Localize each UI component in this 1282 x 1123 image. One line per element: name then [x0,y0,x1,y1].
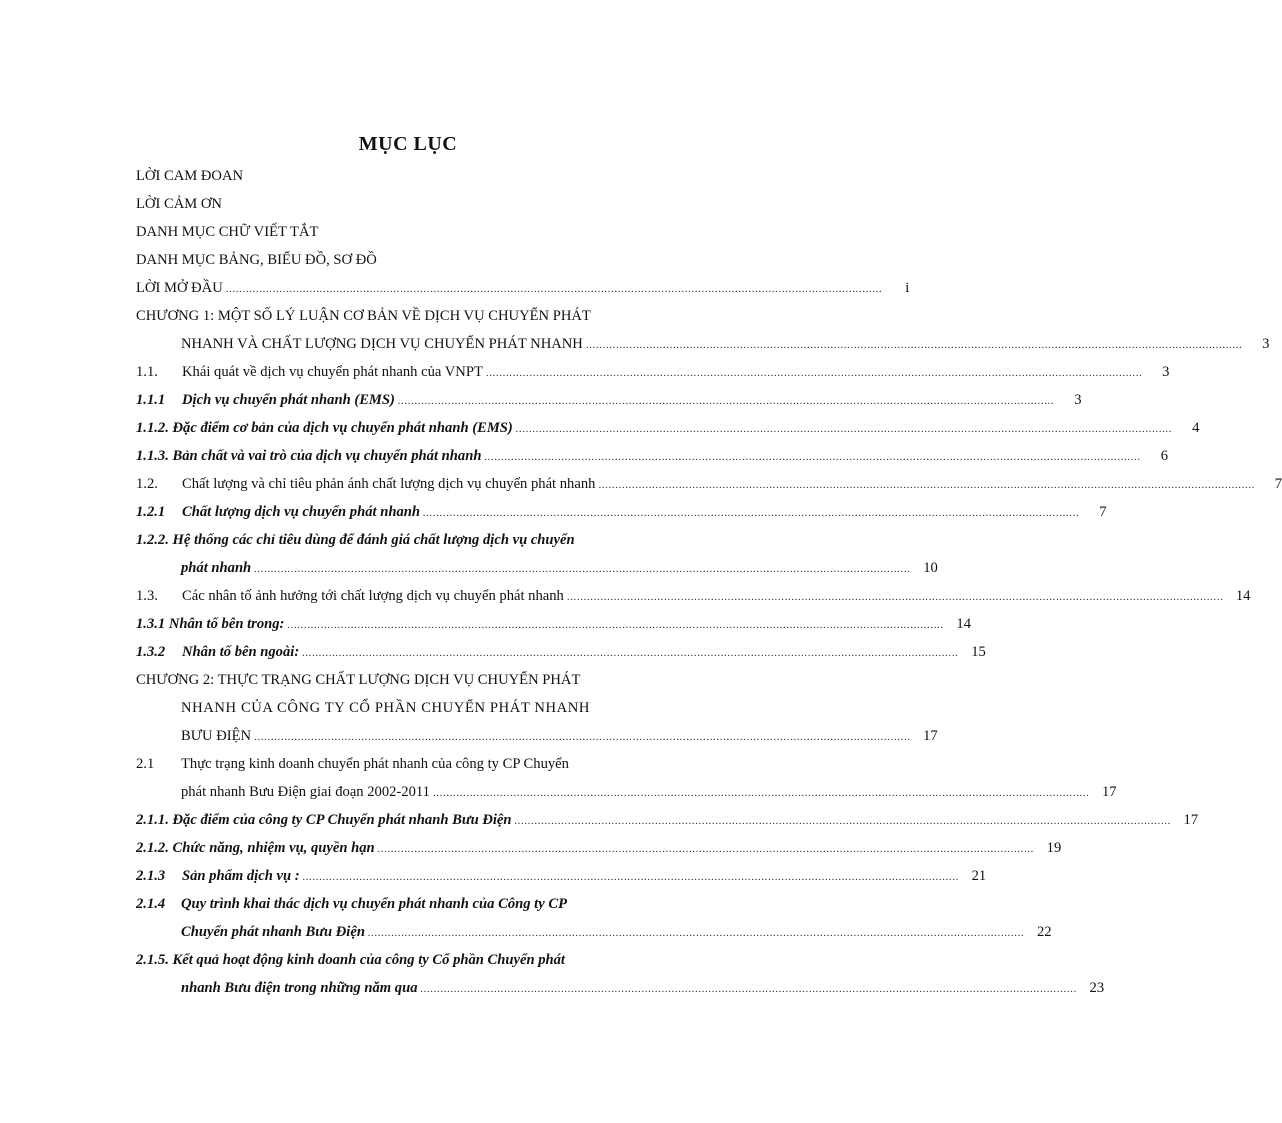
page-number: 15 [971,644,986,660]
entry-label: Chất lượng dịch vụ chuyển phát nhanh [182,504,420,520]
toc-entry-2-1-1 [136,810,1199,830]
toc-entry-1-3-2 [136,642,986,662]
entry-label: 2.1.1. Đặc điểm của công ty CP Chuyển phát nhanh Bưu Điện [136,812,512,828]
toc-entry-1-1-1 [136,390,1082,410]
entry-label: Dịch vụ chuyển phát nhanh (EMS) [182,392,395,408]
toc-entry-abbreviations: DANH MỤC CHỮ VIẾT TẮT [136,224,319,240]
page-number: 22 [1036,924,1052,940]
entry-label: Sản phẩm dịch vụ : [182,868,300,884]
toc-entry-1-3 [136,586,1251,606]
entry-label: Khái quát về dịch vụ chuyển phát nhanh của VNPT [182,364,483,380]
page-number: 17 [1183,812,1199,828]
toc-entry-2-1-5-line1: 2.1.5. Kết quả hoạt động kinh doanh của công ty Cổ phần Chuyển phát [136,952,565,968]
page-number: 3 [1162,364,1170,380]
chapter-2-heading-line1: CHƯƠNG 2: THỰC TRẠNG CHẤT LƯỢNG DỊCH VỤ CHUYỂN PHÁT [136,672,581,688]
chapter-2-heading-line3: BƯU ĐIỆN .................................................................................................................................................................................................... 17 [181,728,938,744]
entry-label: 2.1.2. Chức năng, nhiệm vụ, quyền hạn [136,840,375,856]
toc-entry-2-1-2 [136,838,1062,858]
entry-label: LỜI MỞ ĐẦU [136,280,223,296]
section-number: 2.1 [136,756,155,772]
dot-leader: .................................................................................................................................................................................................... [254,731,911,743]
chapter-1-heading-line2: NHANH VÀ CHẤT LƯỢNG DỊCH VỤ CHUYỂN PHÁT NHANH .................................................................................................................................................................................................... 3 [181,336,1270,352]
dot-leader: .................................................................................................................................................................................................... [287,619,945,631]
chapter-2-heading-line2: NHANH CỦA CÔNG TY CỔ PHẦN CHUYỂN PHÁT NHANH [181,700,591,716]
dot-leader: .................................................................................................................................................................................................... [585,339,1243,351]
dot-leader: .................................................................................................................................................................................................... [422,507,1080,519]
page-number: 3 [1074,392,1082,408]
dot-leader: .................................................................................................................................................................................................... [397,395,1055,407]
toc-entry-2-1-line2: phát nhanh Bưu Điện giai đoạn 2002-2011 .................................................................................................................................................................................................... 17 [181,784,1117,800]
toc-entry-loi-mo-dau [136,278,910,298]
toc-entry-2-1-line1: 2.1 Thực trạng kinh doanh chuyển phát nhanh của công ty CP Chuyển [136,756,569,772]
toc-entry-loi-cam-doan: LỜI CAM ĐOAN [136,168,244,184]
page-number: 14 [956,616,972,632]
page-number: 10 [923,560,938,576]
page-number: 7 [1099,504,1107,520]
dot-leader: .................................................................................................................................................................................................... [598,479,1256,491]
page-number: 19 [1046,840,1062,856]
chapter-1-heading-line1: CHƯƠNG 1: MỘT SỐ LÝ LUẬN CƠ BẢN VỀ DỊCH VỤ CHUYỂN PHÁT [136,308,591,324]
dot-leader: .................................................................................................................................................................................................... [420,983,1078,995]
section-number: 1.1.1 [136,392,166,408]
toc-entry-1-1-2 [136,418,1200,438]
section-number: 1.3. [136,588,158,604]
toc-entry-1-2-1 [136,502,1107,522]
page-number: 3 [1262,336,1270,352]
section-number: 1.2. [136,476,158,492]
dot-leader: .................................................................................................................................................................................................... [225,283,883,295]
toc-entry-loi-cam-on: LỜI CẢM ƠN [136,196,222,212]
page-title: MỤC LỤC [358,133,458,155]
toc-entry-1-2 [136,474,1282,494]
toc-entry-1-1-3 [136,446,1169,466]
toc-entry-2-1-5-line2: nhanh Bưu điện trong những năm qua .................................................................................................................................................................................................... 23 [181,980,1105,996]
entry-label: 1.3.1 Nhân tố bên trong: [136,616,285,632]
page-number: i [905,280,910,296]
dot-leader: .................................................................................................................................................................................................... [302,871,960,883]
page-number: 7 [1274,476,1282,492]
toc-entry-2-1-4-line1: 2.1.4 Quy trình khai thác dịch vụ chuyển phát nhanh của Công ty CP [136,896,568,912]
page-number: 21 [971,868,987,884]
section-number: 2.1.4 [136,896,166,912]
toc-entry-2-1-3 [136,866,987,886]
toc-entry-1-3-1 [136,614,972,634]
page-number: 6 [1160,448,1169,464]
page-number: 14 [1235,588,1251,604]
dot-leader: .................................................................................................................................................................................................... [302,647,959,659]
section-number: 1.2.1 [136,504,166,520]
dot-leader: .................................................................................................................................................................................................... [377,843,1035,855]
dot-leader: .................................................................................................................................................................................................... [367,927,1025,939]
dot-leader: .................................................................................................................................................................................................... [515,423,1173,435]
toc-entry-figures: DANH MỤC BẢNG, BIỂU ĐỒ, SƠ ĐỒ [136,252,377,268]
dot-leader: .................................................................................................................................................................................................... [485,367,1143,379]
toc-entry-1-2-2-line1: 1.2.2. Hệ thống các chỉ tiêu dùng để đánh giá chất lượng dịch vụ chuyển [136,532,575,548]
dot-leader: .................................................................................................................................................................................................... [484,451,1142,463]
page-number: 17 [1101,784,1117,800]
toc-entry-1-2-2-line2: phát nhanh .................................................................................................................................................................................................... 10 [181,560,938,576]
section-number: 1.3.2 [136,644,166,660]
dot-leader: .................................................................................................................................................................................................... [254,563,911,575]
entry-label: Nhân tố bên ngoài: [182,644,300,660]
dot-leader: .................................................................................................................................................................................................... [566,591,1224,603]
section-number: 2.1.3 [136,868,166,884]
entry-label: 1.1.3. Bản chất và vai trò của dịch vụ chuyển phát nhanh [136,448,482,464]
toc-entry-1-1 [136,362,1170,382]
entry-label: 1.1.2. Đặc điểm cơ bản của dịch vụ chuyển phát nhanh (EMS) [136,420,513,436]
entry-label: Chất lượng và chỉ tiêu phản ánh chất lượng dịch vụ chuyển phát nhanh [182,476,596,492]
dot-leader: .................................................................................................................................................................................................... [514,815,1172,827]
entry-label: Các nhân tố ảnh hưởng tới chất lượng dịch vụ chuyển phát nhanh [182,588,564,604]
section-number: 1.1. [136,364,158,380]
toc-entry-2-1-4-line2: Chuyển phát nhanh Bưu Điện .................................................................................................................................................................................................... 22 [181,924,1052,940]
page-number: 17 [923,728,938,744]
dot-leader: .................................................................................................................................................................................................... [432,787,1090,799]
page-number: 23 [1089,980,1105,996]
page-number: 4 [1192,420,1200,436]
